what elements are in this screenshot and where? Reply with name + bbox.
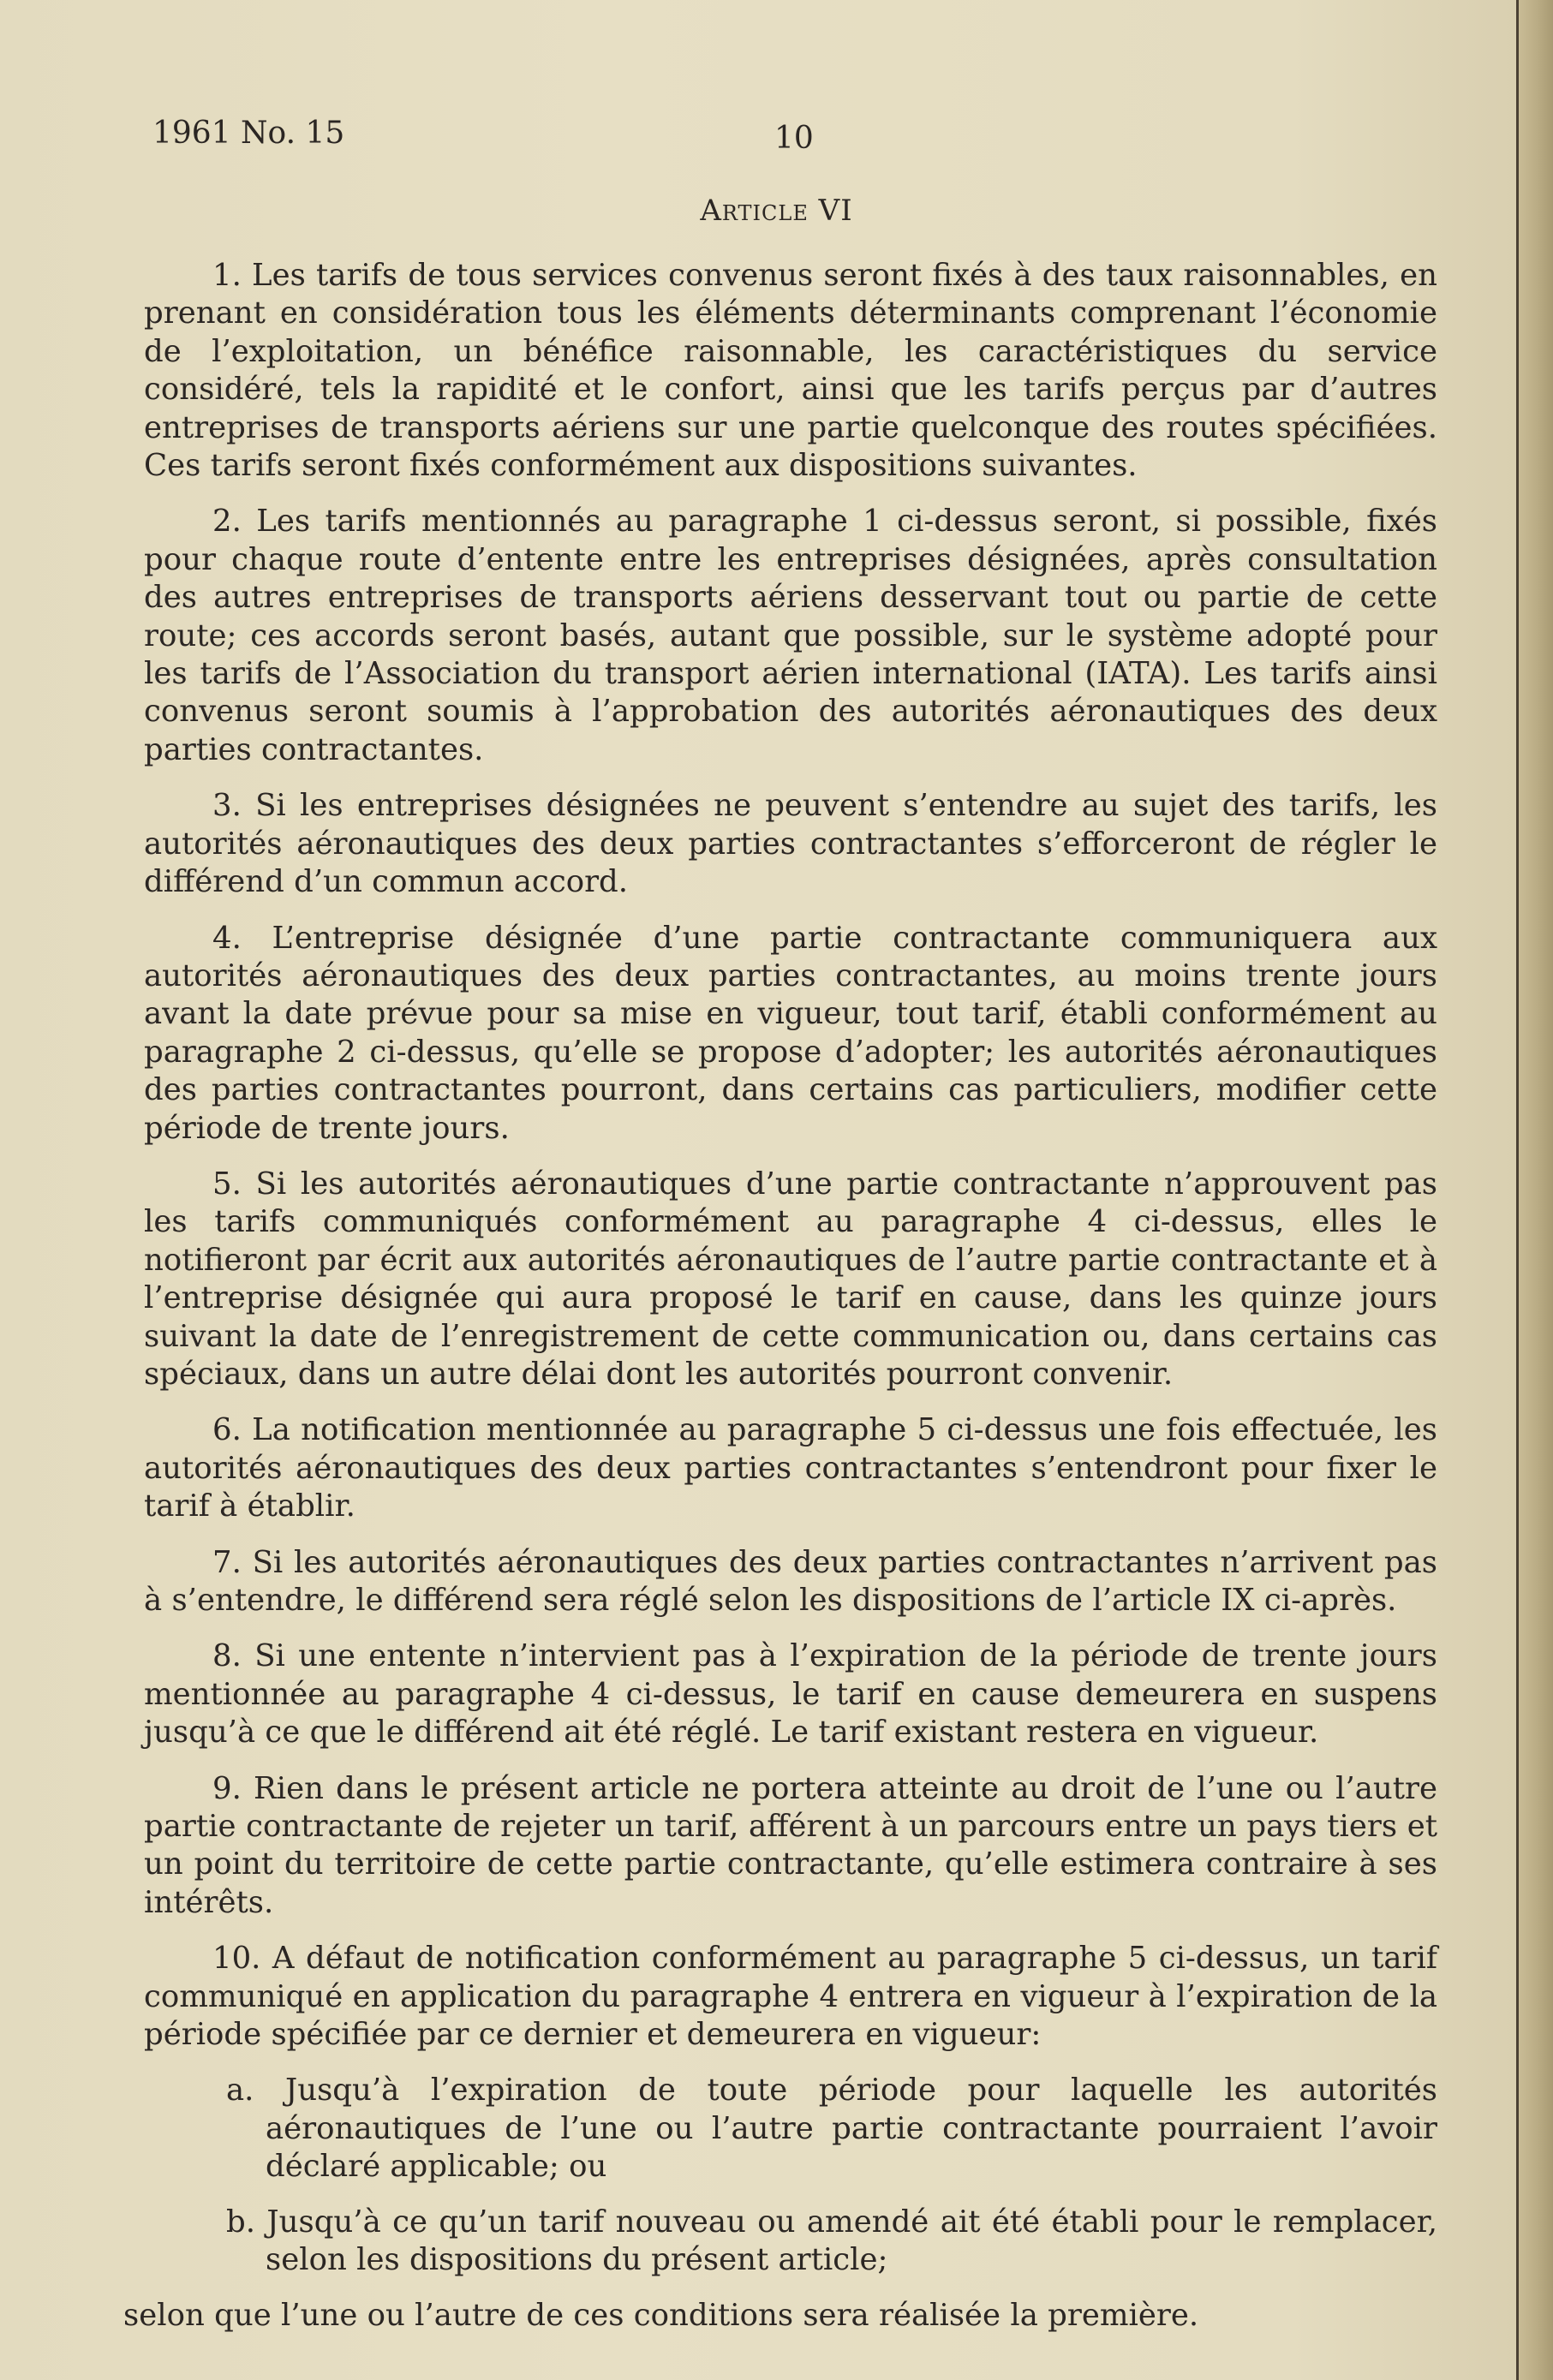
paragraph-4: 4. L’entreprise désignée d’une partie contractante communiquera aux autorités aéronautiques des deux parties contractantes, au moins trente jours avant la date prévue pour sa mise en vigueur, tout tarif, établi conformément au paragraphe 2 ci-dessus, qu’elle se propose d’adopter; les autorités aéronautiques des parties contractantes pourront, dans certains cas particuliers, modifier cette période de trente jours.: [144, 920, 1437, 1146]
paragraph-1: 1. Les tarifs de tous services convenus seront fixés à des taux raisonnables, en prenant en considération tous les éléments déterminants comprenant l’économie de l’exploitation, un bénéfice raisonnable, les caractéristiques du service considéré, tels la rapidité et le confort, ainsi que les tarifs perçus par d’autres entreprises de transports aériens sur une partie quelconque des routes spécifiées. Ces tarifs seront fixés conformément aux dispositions suivantes.: [144, 258, 1437, 484]
article-body: [123, 257, 1437, 2335]
paragraph-6: 6. La notification mentionnée au paragraphe 5 ci-dessus une fois effectuée, les autorités aéronautiques des deux parties contractantes s’entendront pour fixer le tarif à établir.: [144, 1412, 1437, 1524]
binding-line: [1516, 0, 1519, 2380]
paragraph-10: 10. A défaut de notification conformément au paragraphe 5 ci-dessus, un tarif communiqué en application du paragraphe 4 entrera en vigueur à l’expiration de la période spécifiée par ce dernier et demeurera en vigueur:: [144, 1941, 1437, 2053]
article-title: Article VI: [700, 194, 853, 228]
page-header: [152, 116, 1463, 167]
paragraph-8: 8. Si une entente n’intervient pas à l’expiration de la période de trente jours mentionnée au paragraphe 4 ci-dessus, le tarif en cause demeurera en suspens jusqu’à ce que le différend ait été réglé. Le tarif existant restera en vigueur.: [144, 1638, 1437, 1751]
paragraph-2: 2. Les tarifs mentionnés au paragraphe 1 ci-dessus seront, si possible, fixés pour chaque route d’entente entre les entreprises désignées, après consultation des autres entreprises de transports aériens desservant tout ou partie de cette route; ces accords seront basés, autant que possible, sur le système adopté pour les tarifs de l’Association du transport aérien international (IATA). Les tarifs ainsi convenus seront soumis à l’approbation des autorités aéronautiques des deux parties contractantes.: [144, 504, 1437, 767]
closing-line: selon que l’une ou l’autre de ces conditions sera réalisée la première.: [123, 2297, 1199, 2333]
binding-edge: [1516, 0, 1553, 2380]
paragraph-3: 3. Si les entreprises désignées ne peuvent s’entendre au sujet des tarifs, les autorités aéronautiques des deux parties contractantes s’efforceront de régler le différend d’un commun accord.: [144, 788, 1437, 900]
page-number: 10: [774, 121, 814, 156]
paragraph-7: 7. Si les autorités aéronautiques des deux parties contractantes n’arrivent pas à s’entendre, le différend sera réglé selon les dispositions de l’article IX ci-après.: [144, 1544, 1437, 1618]
paragraph-9: 9. Rien dans le présent article ne portera atteinte au droit de l’une ou l’autre partie contractante de rejeter un tarif, afférent à un parcours entre un pays tiers et un point du territoire de cette partie contractante, qu’elle estimera contraire à ses intérêts.: [144, 1770, 1437, 1920]
subitem-a: a. Jusqu’à l’expiration de toute période pour laquelle les autorités aéronautiques de l’une ou l’autre partie contractante pourraient l’avoir déclaré applicable; ou: [226, 2073, 1437, 2185]
paragraph-5: 5. Si les autorités aéronautiques d’une partie contractante n’approuvent pas les tarifs communiqués conformément au paragraphe 4 ci-dessus, elles le notifieront par écrit aux autorités aéronautiques de l’autre partie contractante et à l’entreprise désignée qui aura proposé le tarif en cause, dans les quinze jours suivant la date de l’enregistrement de cette communication ou, dans certains cas spéciaux, dans un autre délai dont les autorités pourront convenir.: [144, 1166, 1437, 1392]
year-number: 1961 No. 15: [152, 116, 345, 151]
subitem-b: b. Jusqu’à ce qu’un tarif nouveau ou amendé ait été établi pour le remplacer, selon les dispositions du présent article;: [226, 2204, 1437, 2278]
